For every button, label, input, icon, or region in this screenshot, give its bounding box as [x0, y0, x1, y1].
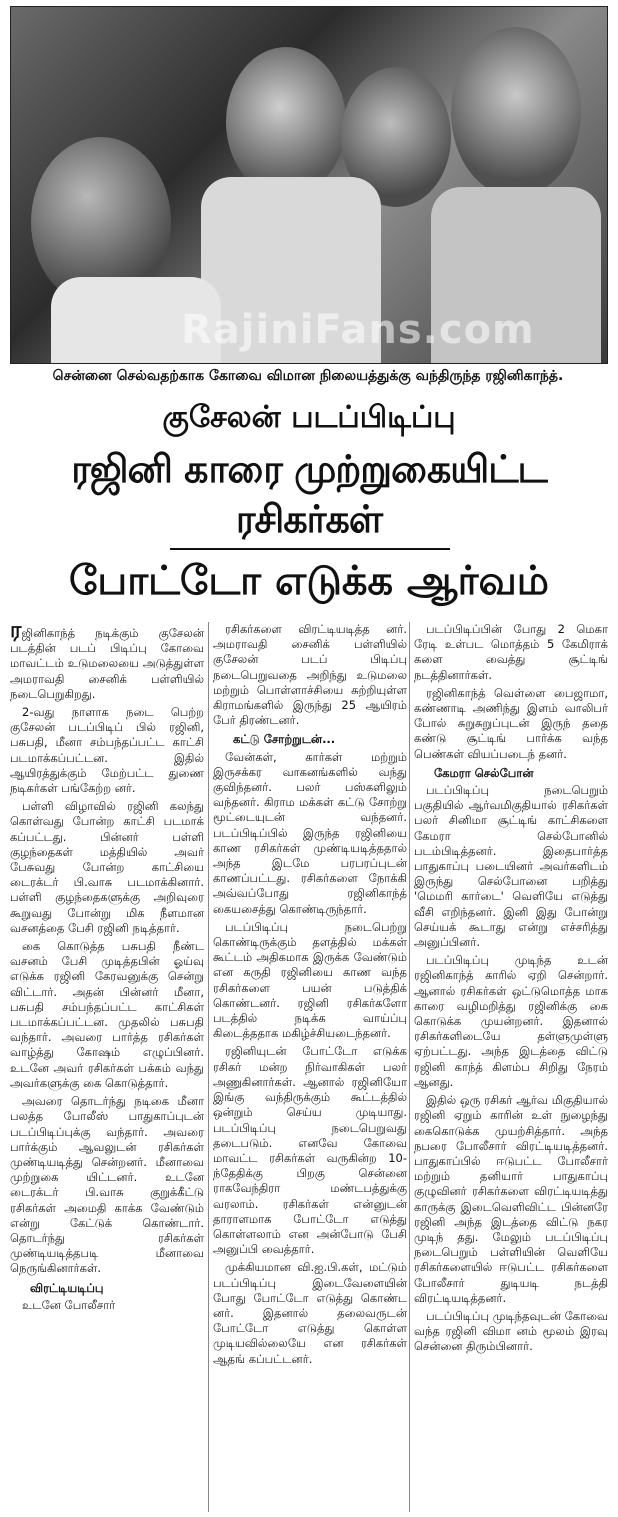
paragraph: அவரை தொடர்ந்து நடிகை மீனா பலத்த போலீஸ் பாதுகாப்புடன் படப்பிடிப்புக்கு வந்தார். அவரை பார்க்கும் ஆவலுடன் ரசிகர்கள் முண்டியடித்து சென்றனர். மீனாவை முற்றுகை யிட்டனர். உடனே டைரக்டர் பி.வாசு குறுக்கீட்டு ரசிகர்கள் அமைதி காக்க வேண்டும் என்று கேட்டுக் கொண்டார். தொடர்ந்து ரசிகர்கள் முண்டியடித்தபடி மீனாவை நெருங்கினார்கள். — [10, 1094, 204, 1276]
paragraph: படப்பிடிப்பின் போது 2 மெகா ரேடி உள்பட மொத்தம் 5 கேமிராக் களை வைத்து சூட்டிங் நடத்தினார்கள். — [414, 622, 608, 682]
headline: ரஜினி காரை முற்றுகையிட்ட ரசிகர்கள் — [71, 447, 547, 541]
paragraph: படப்பிடிப்பு நடைபெற்று கொண்டிருக்கும் தளத்தில் மக்கள் கூட்டம் அதிகமாக இருக்க வேண்டும் என கருதி ரஜினியை காண வந்த ரசிகர்களை பயன் படுத்திக் கொண்டனர். ரஜினி ரசிகர்களோ படத்தில் நடிக்க வாய்ப்பு கிடைத்ததாக மகிழ்ச்சியடைந்தனர். — [213, 919, 407, 1041]
divider — [170, 548, 450, 550]
paragraph: கை கொடுத்த பசுபதி நீண்ட வசனம் பேசி முடித்தபின் ஓய்வு எடுக்க ரஜினி கேரவனுக்கு சென்று விட்டார். அதன் பின்னர் மீனா, பசுபதி சம்பந்தப்பட்ட காட்சிகள் படமாக்கப்பட்டன. முதலில் பசுபதி வந்தார். அவரை பார்த்த ரசிகர்கள் வாழ்த்து கோஷம் எழுப்பினர். உடனே அவர் ரசிகர்கள் பக்கம் வந்து அவர்களுக்கு கை கொடுத்தார். — [10, 939, 204, 1090]
photo-figure — [451, 27, 581, 197]
paragraph: படப்பிடிப்பு நடைபெறும் பகுதியில் ஆர்வமிகுதியால் ரசிகர்கள் பலர் சினிமா சூட்டிங் காட்சிகளை கேமரா செல்போனில் படம்பிடித்தனர். இதைபார்த்த பாதுகாப்பு படையினர் அவர்களிடம் இருந்து செல்போனை பறித்து 'மெமரி கார்டை' வெளியே எடுத்து வீசி எறிந்தனர். இனி இது போன்று செய்யக் கூடாது என்று எச்சரித்து அனுப்பினர். — [414, 783, 608, 950]
watermark: RajiniFans.com — [181, 307, 535, 353]
news-photo — [10, 6, 608, 364]
article-column-2 — [213, 622, 407, 1512]
paragraph: உடனே போலீசார் — [22, 1297, 116, 1312]
paragraph: 2-வது நாளாக நடை பெற்ற குசேலன் படப்பிடிப் பில் ரஜினி, பசுபதி, மீனா சம்பந்தப்பட்ட காட்சி படமாக்கப்பட்டன. இதில் ஆயிரத்துக்கும் மேற்பட்ட துணை நடிகர்கள் பங்கேற்ற னர். — [10, 705, 204, 796]
drop-cap: ர — [10, 618, 22, 643]
column-divider — [409, 622, 410, 1512]
paragraph: பள்ளி விழாவில் ரஜினி கலந்து கொள்வது போன்ற காட்சி படமாக் கப்பட்டது. பின்னர் பள்ளி குழந்தைகள் மத்தியில் அவர் பேசுவது போன்ற காட்சியை டைரக்டர் பி.வாசு படமாக்கினார். பள்ளி குழந்தைகளுக்கு அறிவுரை கூறுவது போன்று மிக நீளமான வசனத்தை பேசி ரஜினி நடித்தார். — [10, 799, 204, 935]
paragraph — [10, 618, 204, 702]
paragraph: ரஜினியுடன் போட்டோ எடுக்க ரசிகர் மன்ற நிர்வாகிகள் பலர் அணுகினார்கள். ஆனால் ரஜினியோ இங்கு வந்திருக்கும் கூட்டத்தில் ஒன்றும் செய்ய முடியாது. படப்பிடிப்பு நடைபெறுவது தடைபடும். எனவே கோவை மாவட்ட ரசிகர்கள் வருகின்ற 10-ந்தேதிக்கு பிறகு சென்னை ராகவேந்திரா மண்டபத்துக்கு வரலாம். ரசிகர்கள் என்னுடன் தாராளமாக போட்டோ எடுத்து கொள்ளலாம் என அன்போடு பேசி அனுப்பி வைத்தார். — [213, 1044, 407, 1257]
section-heading: விரட்டியடிப்பு — [30, 1280, 104, 1295]
paragraph: ரசிகர்களை விரட்டியடித்த னர். அமராவதி சைனிக் பள்ளியில் குசேலன் படப் பிடிப்பு நடைபெறுவதை அறிந்து உடுமலை மற்றும் பொள்ளாச்சியை சுற்றியுள்ள கிராமங்களில் இருந்து 25 ஆயிரம் பேர் திரண்டனர். — [213, 622, 407, 728]
paragraph-text: ஜினிகாந்த் நடிக்கும் குசேலன் படத்தின் படப் பிடிப்பு கோவை மாவட்டம் உடுமலையை அடுத்துள்ள அமராவதி சைனிக் பள்ளியில் நடைபெறுகிறது. — [10, 626, 204, 701]
paragraph: படப்பிடிப்பு முடிந்தவுடன் கோவை வந்த ரஜினி விமா னம் மூலம் இரவு சென்னை திரும்பினார். — [414, 1308, 608, 1354]
subheadline: போட்டோ எடுக்க ஆர்வம் — [69, 558, 549, 604]
paragraph: வேன்கள், கார்கள் மற்றும் இருசக்கர வாகனங்களில் வந்து குவிந்தனர். பலர் பஸ்களிலும் வந்தனர். கிராம மக்கள் கட்டு சோற்று மூட்டையுடன் வந்தனர். படப்பிடிப்பில் இருந்த ரஜினியை காண ரசிகர்கள் முண்டியடித்ததால் அந்த இடமே பரபரப்புடன் காணப்பட்டது. ரசிகர்களை நோக்கி அவ்வப்போது ரஜினிகாந்த் கையசைத்து கொண்டிருந்தார். — [213, 749, 407, 916]
article-column-3 — [414, 622, 608, 1512]
section-heading: கேமரா செல்போன் — [434, 765, 534, 780]
paragraph: படப்பிடிப்பு முடிந்த உடன் ரஜினிகாந்த் காரில் ஏறி சென்றார். ஆனால் ரசிகர்கள் ஒட்டுமொத்த மாக காரை வழிமறித்து ரஜினிக்கு கை கொடுக்க முயன்றனர். இதனால் ரசிகர்களிடையே தள்ளுமுள்ளு ஏற்பட்டது. அந்த இடத்தை விட்டு ரஜினி காந்த் கிளம்ப சிறிது நேரம் ஆனது. — [414, 953, 608, 1089]
photo-figure — [226, 47, 346, 197]
paragraph: இதில் ஒரு ரசிகர் ஆர்வ மிகுதியால் ரஜினி ஏறும் காரின் உள் நுழைந்து கைகொடுக்க முயற்சித்தார். அந்த நபரை போலீசார் விரட்டியடித்தனர். பாதுகாப்பில் ஈடுபட்ட போலீசார் மற்றும் தனியார் பாதுகாப்பு குழுவினர் ரசிகர்களை விரட்டியடித்து காருக்கு இடைவெளிவிட்ட பின்னரே ரஜினி அந்த இடத்தை விட்டு நகர முடிந் தது. மேலும் படப்பிடிப்பு நடைபெறும் பள்ளியின் வெளியே ரசிகர்களையில் ஈடுபட்ட ரசிகர்களை போலீசார் துடியடி நடத்தி விரட்டியடித்தனர். — [414, 1093, 608, 1305]
paragraph: ரஜினிகாந்த் வெள்ளை பைஜாமா, கண்ணாடி அணிந்து இளம் வாலிபர் போல் சுறுசுறுப்புடன் இருந் ததை கண்டு சூட்டிங் பார்க்க வந்த பெண்கள் வியப்படைந் தனர். — [414, 685, 608, 761]
paragraph: முக்கியமான வி.ஐ.பி.கள், மட்டும் படப்பிடிப்பு இடைவேளையின் போது போட்டோ எடுத்து கொண்ட னர். இதனால் தலைவருடன் போட்டோ எடுத்து கொள்ள முடியவில்லையே என ரசிகர்கள் ஆதங் கப்பட்டனர். — [213, 1260, 407, 1366]
article-column-1 — [10, 618, 204, 1512]
photo-caption: சென்னை செல்வதற்காக கோவை விமான நிலையத்துக்கு வந்திருந்த ரஜினிகாந்த். — [52, 368, 564, 384]
kicker: குசேலன் படப்பிடிப்பு — [162, 400, 456, 435]
column-divider — [208, 622, 209, 1512]
section-heading: கட்டு சோற்றுடன்... — [233, 732, 336, 747]
